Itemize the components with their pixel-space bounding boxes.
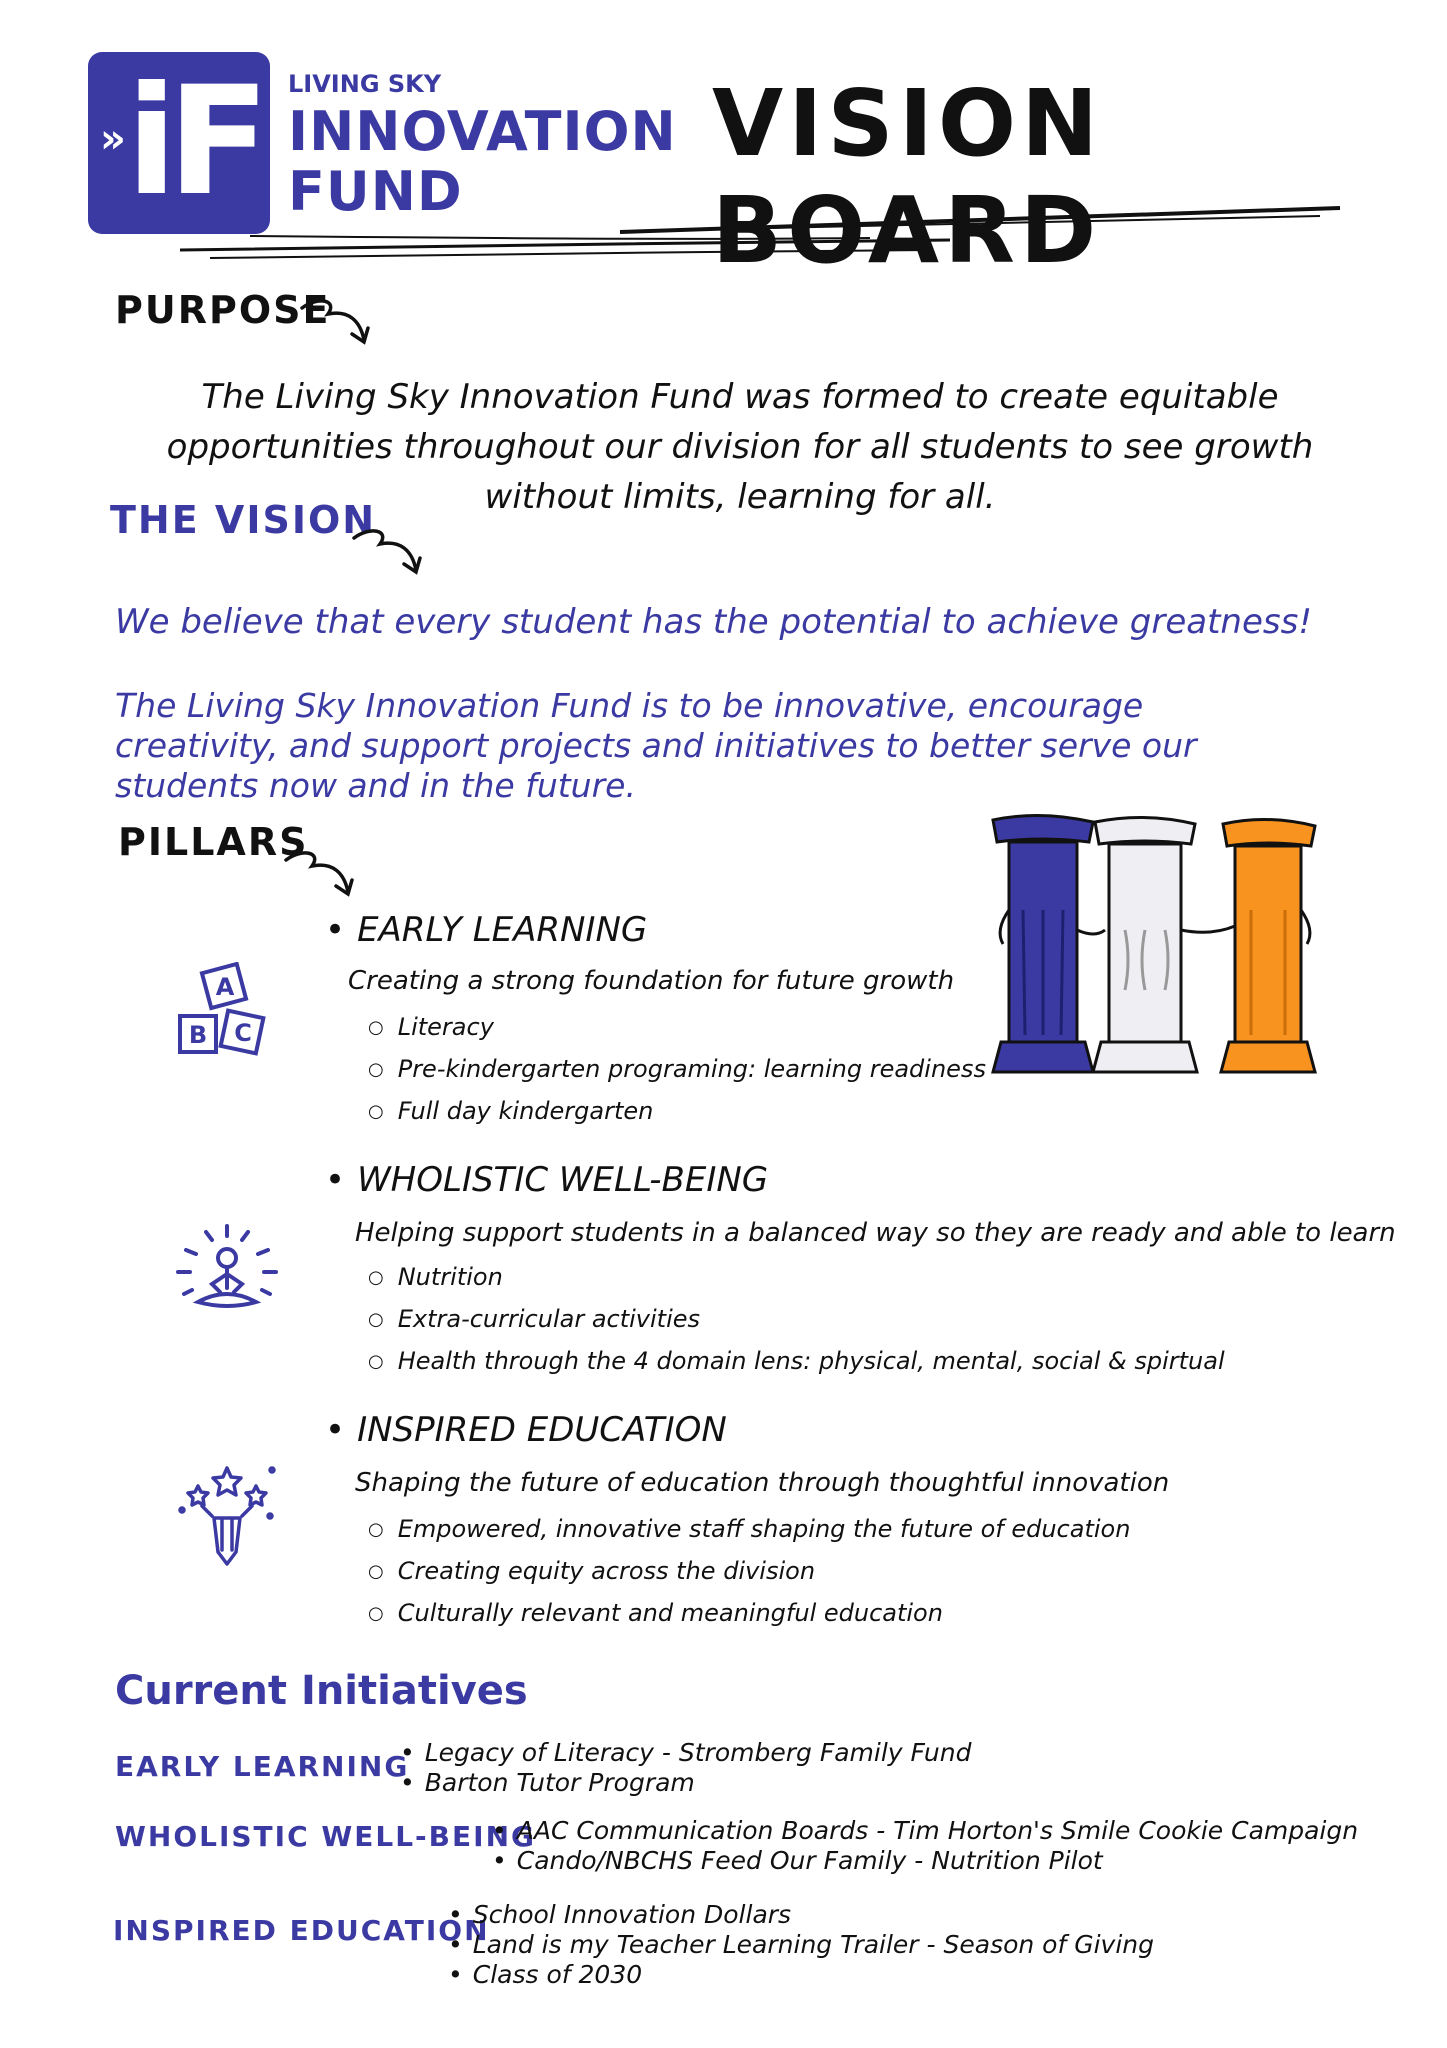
pillar-desc-early-learning: Creating a strong foundation for future growth xyxy=(348,966,955,996)
list-item: ○ Literacy xyxy=(368,1006,986,1048)
purpose-text: The Living Sky Innovation Fund was formed to create equitable opportunities throughout our division for all students to see growth without limits, learning for all. xyxy=(166,377,1314,517)
white-pillar xyxy=(1093,817,1197,1072)
pillar-desc-wholistic-well-being: Helping support students in a balanced way so they are ready and able to learn xyxy=(355,1218,1396,1248)
pillars-arrow-icon xyxy=(282,842,362,902)
svg-text:B: B xyxy=(188,1021,208,1049)
pillar-title-wholistic-well-being: • WHOLISTIC WELL-BEING xyxy=(325,1160,768,1200)
list-item: ○ Full day kindergarten xyxy=(368,1090,986,1132)
initiatives-heading: Current Initiatives xyxy=(115,1668,528,1714)
pillars-heading: PILLARS xyxy=(118,820,309,864)
list-item: ○ Culturally relevant and meaningful education xyxy=(368,1592,1130,1634)
initiative-list-early-learning xyxy=(400,1738,971,1798)
logo-subtitle: LIVING SKY xyxy=(288,70,442,98)
svg-text:C: C xyxy=(234,1019,252,1047)
pillar-title-early-learning: • EARLY LEARNING xyxy=(325,910,647,950)
pillar-title-inspired-education: • INSPIRED EDUCATION xyxy=(325,1410,727,1450)
list-item: • Land is my Teacher Learning Trailer - Season of Giving xyxy=(448,1930,1154,1960)
header-underline-scribble xyxy=(170,188,1350,268)
list-item: • Barton Tutor Program xyxy=(400,1768,971,1798)
purpose-arrow-icon xyxy=(298,290,378,350)
initiative-list-wholistic-well-being xyxy=(492,1816,1358,1876)
orange-pillar xyxy=(1221,819,1315,1072)
list-item: ○ Nutrition xyxy=(368,1256,1225,1298)
list-item: • Legacy of Literacy - Stromberg Family Fund xyxy=(400,1738,971,1768)
initiative-list-inspired-education xyxy=(448,1900,1154,1990)
three-pillars-illustration xyxy=(985,810,1325,1090)
list-item: • AAC Communication Boards - Tim Horton's Smile Cookie Campaign xyxy=(492,1816,1358,1846)
list-item: • Class of 2030 xyxy=(448,1960,1154,1990)
list-item: ○ Empowered, innovative staff shaping the future of education xyxy=(368,1508,1130,1550)
pillar-points-inspired-education xyxy=(368,1508,1130,1634)
pillar-points-early-learning xyxy=(368,1006,986,1132)
logo-title-line2: FUND xyxy=(288,160,463,223)
vision-heading: THE VISION xyxy=(110,498,377,542)
vision-arrow-icon xyxy=(350,520,430,580)
list-item: ○ Creating equity across the division xyxy=(368,1550,1130,1592)
vision-statement: We believe that every student has the potential to achieve greatness! xyxy=(115,602,1312,642)
pillar-desc-inspired-education: Shaping the future of education through thoughtful innovation xyxy=(355,1468,1170,1498)
page-title: VISION BOARD xyxy=(712,70,1104,284)
list-item: ○ Health through the 4 domain lens: physical, mental, social & spirtual xyxy=(368,1340,1225,1382)
list-item: • School Innovation Dollars xyxy=(448,1900,1154,1930)
abc-blocks-icon xyxy=(172,962,282,1072)
purpose-heading: PURPOSE xyxy=(115,288,331,332)
initiative-label-wholistic-well-being: WHOLISTIC WELL-BEING xyxy=(115,1820,536,1853)
list-item: ○ Extra-curricular activities xyxy=(368,1298,1225,1340)
pencil-stars-icon xyxy=(172,1460,282,1570)
svg-text:A: A xyxy=(215,973,235,1001)
logo-chevron-icon: » xyxy=(100,116,126,162)
meditation-icon xyxy=(172,1222,282,1322)
pillar-points-wholistic-well-being xyxy=(368,1256,1225,1382)
logo-letters: iF xyxy=(126,55,260,229)
list-item: ○ Pre-kindergarten programing: learning readiness xyxy=(368,1048,986,1090)
blue-pillar xyxy=(993,815,1093,1072)
logo-title-line1: INNOVATION xyxy=(288,100,677,163)
initiative-label-early-learning: EARLY LEARNING xyxy=(115,1750,410,1783)
initiative-label-inspired-education: INSPIRED EDUCATION xyxy=(113,1914,490,1947)
list-item: • Cando/NBCHS Feed Our Family - Nutrition Pilot xyxy=(492,1846,1358,1876)
vision-description: The Living Sky Innovation Fund is to be innovative, encourage creativity, and support projects and initiatives to better serve our students now and in the future. xyxy=(115,686,1197,805)
